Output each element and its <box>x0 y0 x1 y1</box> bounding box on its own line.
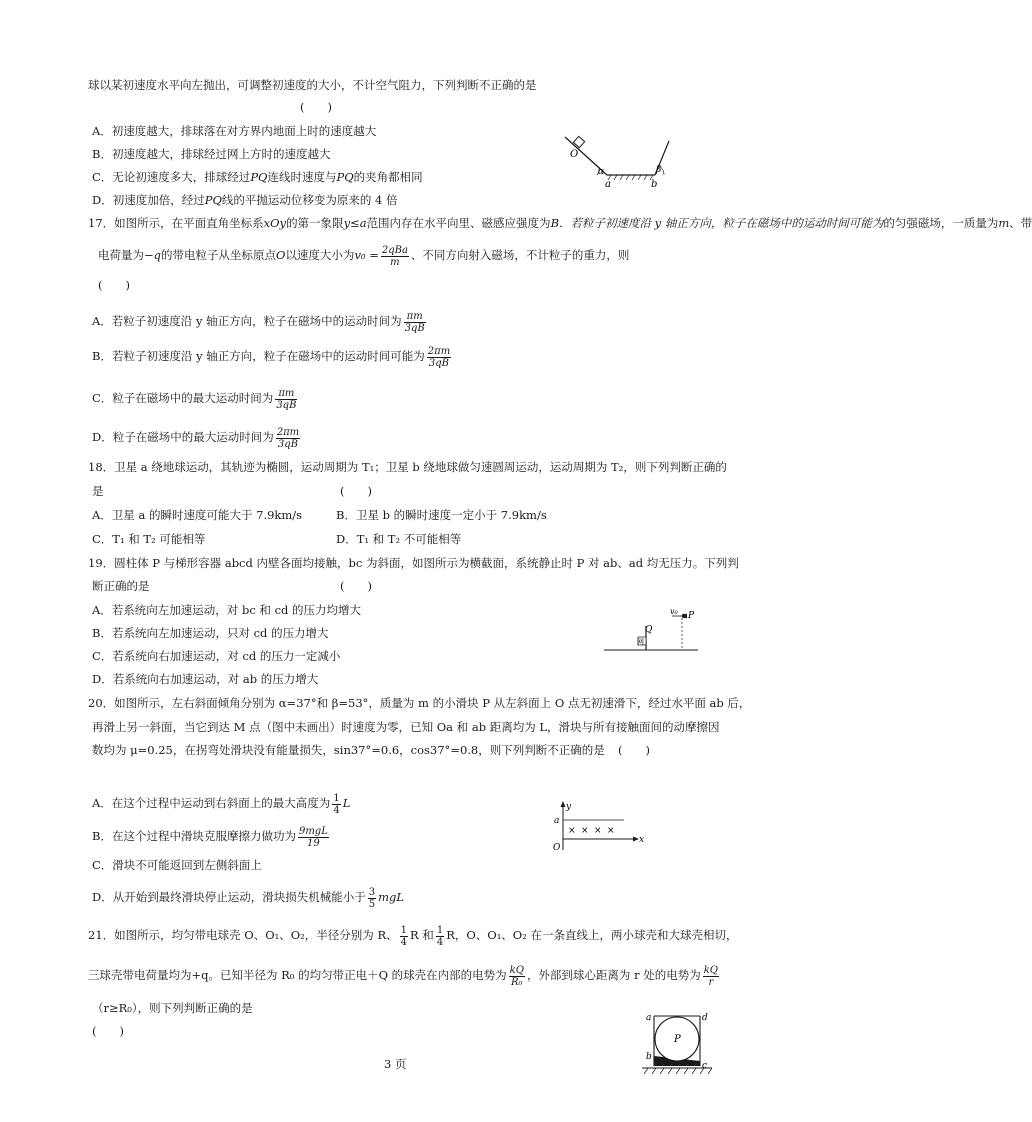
fig19-label-c: c <box>702 1061 708 1071</box>
q19-option-d: D．若系统向右加速运动，对 ab 的压力增大 <box>92 672 319 686</box>
field-cross-2: × <box>581 826 589 836</box>
q20-stem-line3: 数均为 μ=0.25，在拐弯处滑块没有能量损失，sin37°=0.6，cos37°=0.8，则下列判断不正确的是 <box>92 743 605 757</box>
q18-option-d: D．T₁ 和 T₂ 不可能相等 <box>336 532 462 546</box>
q16-option-c: C．无论初速度多大，排球经过PQ连线时速度与PQ的夹角都相同 <box>92 170 423 184</box>
q16-option-b: B．初速度越大，排球经过网上方时的速度越大 <box>92 147 331 161</box>
q17-option-b: B．若粒子初速度沿 y 轴正方向，粒子在磁场中的运动时间可能为 $\frac{2\pi m}{3qB}$ <box>92 345 451 369</box>
q19-option-a: A．若系统向左加速运动，对 bc 和 cd 的压力均增大 <box>92 603 362 617</box>
q17-option-d: D．粒子在磁场中的最大运动时间为 $\frac{2\pi m}{3qB}$ <box>92 426 300 450</box>
q18-answer-paren: ( ) <box>340 484 372 498</box>
q20-option-b: B．在这个过程中滑块克服摩擦力做功为 $\frac{\text{9mgL}}{19}$ <box>92 825 328 849</box>
q16-stem: 球以某初速度水平向左抛出，可调整初速度的大小，不计空气阻力，下列判断不正确的是 <box>88 78 537 92</box>
q17-stem-line2: 电荷量为−q的带电粒子从坐标原点O以速度大小为v₀ = $\frac{\text{2qBa}}{m}$ 、不同方向射入磁场，不计粒子的重力，则 <box>98 244 630 268</box>
q16-option-a: A．初速度越大，排球落在对方界内地面上时的速度越大 <box>92 124 377 138</box>
q20-option-a: A．在这个过程中运动到右斜面上的最大高度为 $\frac{1}{4}$ L <box>92 792 351 816</box>
q21-stem-line3: （r≥R₀），则下列判断正确的是 <box>92 1001 253 1015</box>
q21-answer-paren: ( ) <box>92 1024 124 1038</box>
fig17-label-q: Q <box>645 625 653 635</box>
q21-stem-line1: 21．如图所示，均匀带电球壳 O、O₁、O₂，半径分别为 R、 $\frac{1}{4}$ R 和 $\frac{1}{4}$ R，O、O₁、O₂ 在一条直线上，两小球壳和大球壳相切， <box>88 924 738 948</box>
q20-answer-paren: ( ) <box>618 743 650 757</box>
fig16-label-o: O <box>570 149 579 160</box>
fig17-label-net: 网 <box>637 638 644 646</box>
fig18-label-a: a <box>554 816 560 826</box>
q18-option-c: C．T₁ 和 T₂ 可能相等 <box>92 532 206 546</box>
fig18-label-x: x <box>639 835 645 845</box>
q20-option-c: C．滑块不可能返回到左侧斜面上 <box>92 858 262 872</box>
q16-answer-paren: ( ) <box>300 100 332 114</box>
fig19-label-a: a <box>646 1013 652 1023</box>
fig16-label-a: a <box>605 179 611 190</box>
q18-stem-line1: 18．卫星 a 绕地球运动，其轨迹为椭圆，运动周期为 T₁；卫星 b 绕地球做匀速圆周运动，运动周期为 T₂，则下列判断正确的 <box>88 460 727 474</box>
q19-option-b: B．若系统向左加速运动，只对 cd 的压力增大 <box>92 626 329 640</box>
q19-stem-line1: 19．圆柱体 P 与梯形容器 abcd 内壁各面均接触，bc 为斜面，如图所示为横截面，系统静止时 P 对 ab、ad 均无压力。下列判 <box>88 556 739 570</box>
q20-stem-line2: 再滑上另一斜面，当它到达 M 点（图中未画出）时速度为零，已知 Oa 和 ab 距离均为 L，滑块与所有接触面间的动摩擦因 <box>92 720 720 734</box>
fig18-label-y: y <box>566 802 572 812</box>
volleyball-figure <box>600 604 700 654</box>
q17-option-c: C．粒子在磁场中的最大运动时间为 $\frac{\pi m}{3qB}$ <box>92 387 297 411</box>
fig16-label-b: b <box>651 179 658 190</box>
magnetic-field-figure <box>548 800 648 856</box>
q19-stem-line2: 断正确的是 <box>92 579 150 593</box>
q19-answer-paren: ( ) <box>340 579 372 593</box>
q20-stem-line1: 20．如图所示，左右斜面倾角分别为 α=37°和 β=53°，质量为 m 的小滑块 P 从左斜面上 O 点无初速滑下，经过水平面 ab 后， <box>88 696 751 710</box>
q18-option-a: A．卫星 a 的瞬时速度可能大于 7.9km/s <box>92 508 303 522</box>
cylinder-container-figure <box>640 1012 714 1078</box>
field-cross-3: × <box>594 826 602 836</box>
field-cross-4: × <box>607 826 615 836</box>
fig17-label-p: P <box>688 611 695 621</box>
fig16-label-alpha: α <box>598 167 605 177</box>
q18-option-b: B．卫星 b 的瞬时速度一定小于 7.9km/s <box>336 508 547 522</box>
q19-option-c: C．若系统向右加速运动，对 cd 的压力一定减小 <box>92 649 341 663</box>
q21-stem-line2: 三球壳带电荷量均为+q。已知半径为 R₀ 的均匀带正电＋Q 的球壳在内部的电势为 $\frac{kQ}{\text{R₀}}$ ，外部到球心距离为 r 处的电势为 $\frac{kQ}{r}$ <box>88 964 719 988</box>
q17-answer-paren: ( ) <box>98 278 130 292</box>
q18-stem-line2: 是 <box>92 484 104 498</box>
page-number: 3 页 <box>384 1057 407 1071</box>
fig19-label-p: P <box>674 1034 681 1045</box>
q20-option-d: D．从开始到最终滑块停止运动，滑块损失机械能小于 $\frac{3}{5}$ mgL <box>92 886 404 910</box>
fig16-label-beta: β <box>656 165 662 175</box>
q17-v0-fraction: $\frac{\text{2qBa}}{m}$ <box>381 244 408 268</box>
q16-option-d: D．初速度加倍，经过PQ线的平抛运动位移变为原来的 4 倍 <box>92 193 398 207</box>
fig18-label-o: O <box>553 843 561 853</box>
q17-option-a: A．若粒子初速度沿 y 轴正方向，粒子在磁场中的运动时间为 $\frac{\pi m}{3qB}$ <box>92 310 425 334</box>
slopes-figure <box>565 135 685 195</box>
q17-stem-line1: 17．如图所示，在平面直角坐标系xOy的第一象限y≤a范围内存在水平向里、磁感应强度为B．若粒子初速度沿 y 轴正方向，粒子在磁场中的运动时间可能为的匀强磁场，一质量为m、带 <box>88 216 1032 230</box>
fig19-label-d: d <box>702 1013 708 1023</box>
field-cross-1: × <box>568 826 576 836</box>
fig19-label-b: b <box>646 1052 652 1062</box>
fig17-label-v0: v₀ <box>670 607 678 616</box>
